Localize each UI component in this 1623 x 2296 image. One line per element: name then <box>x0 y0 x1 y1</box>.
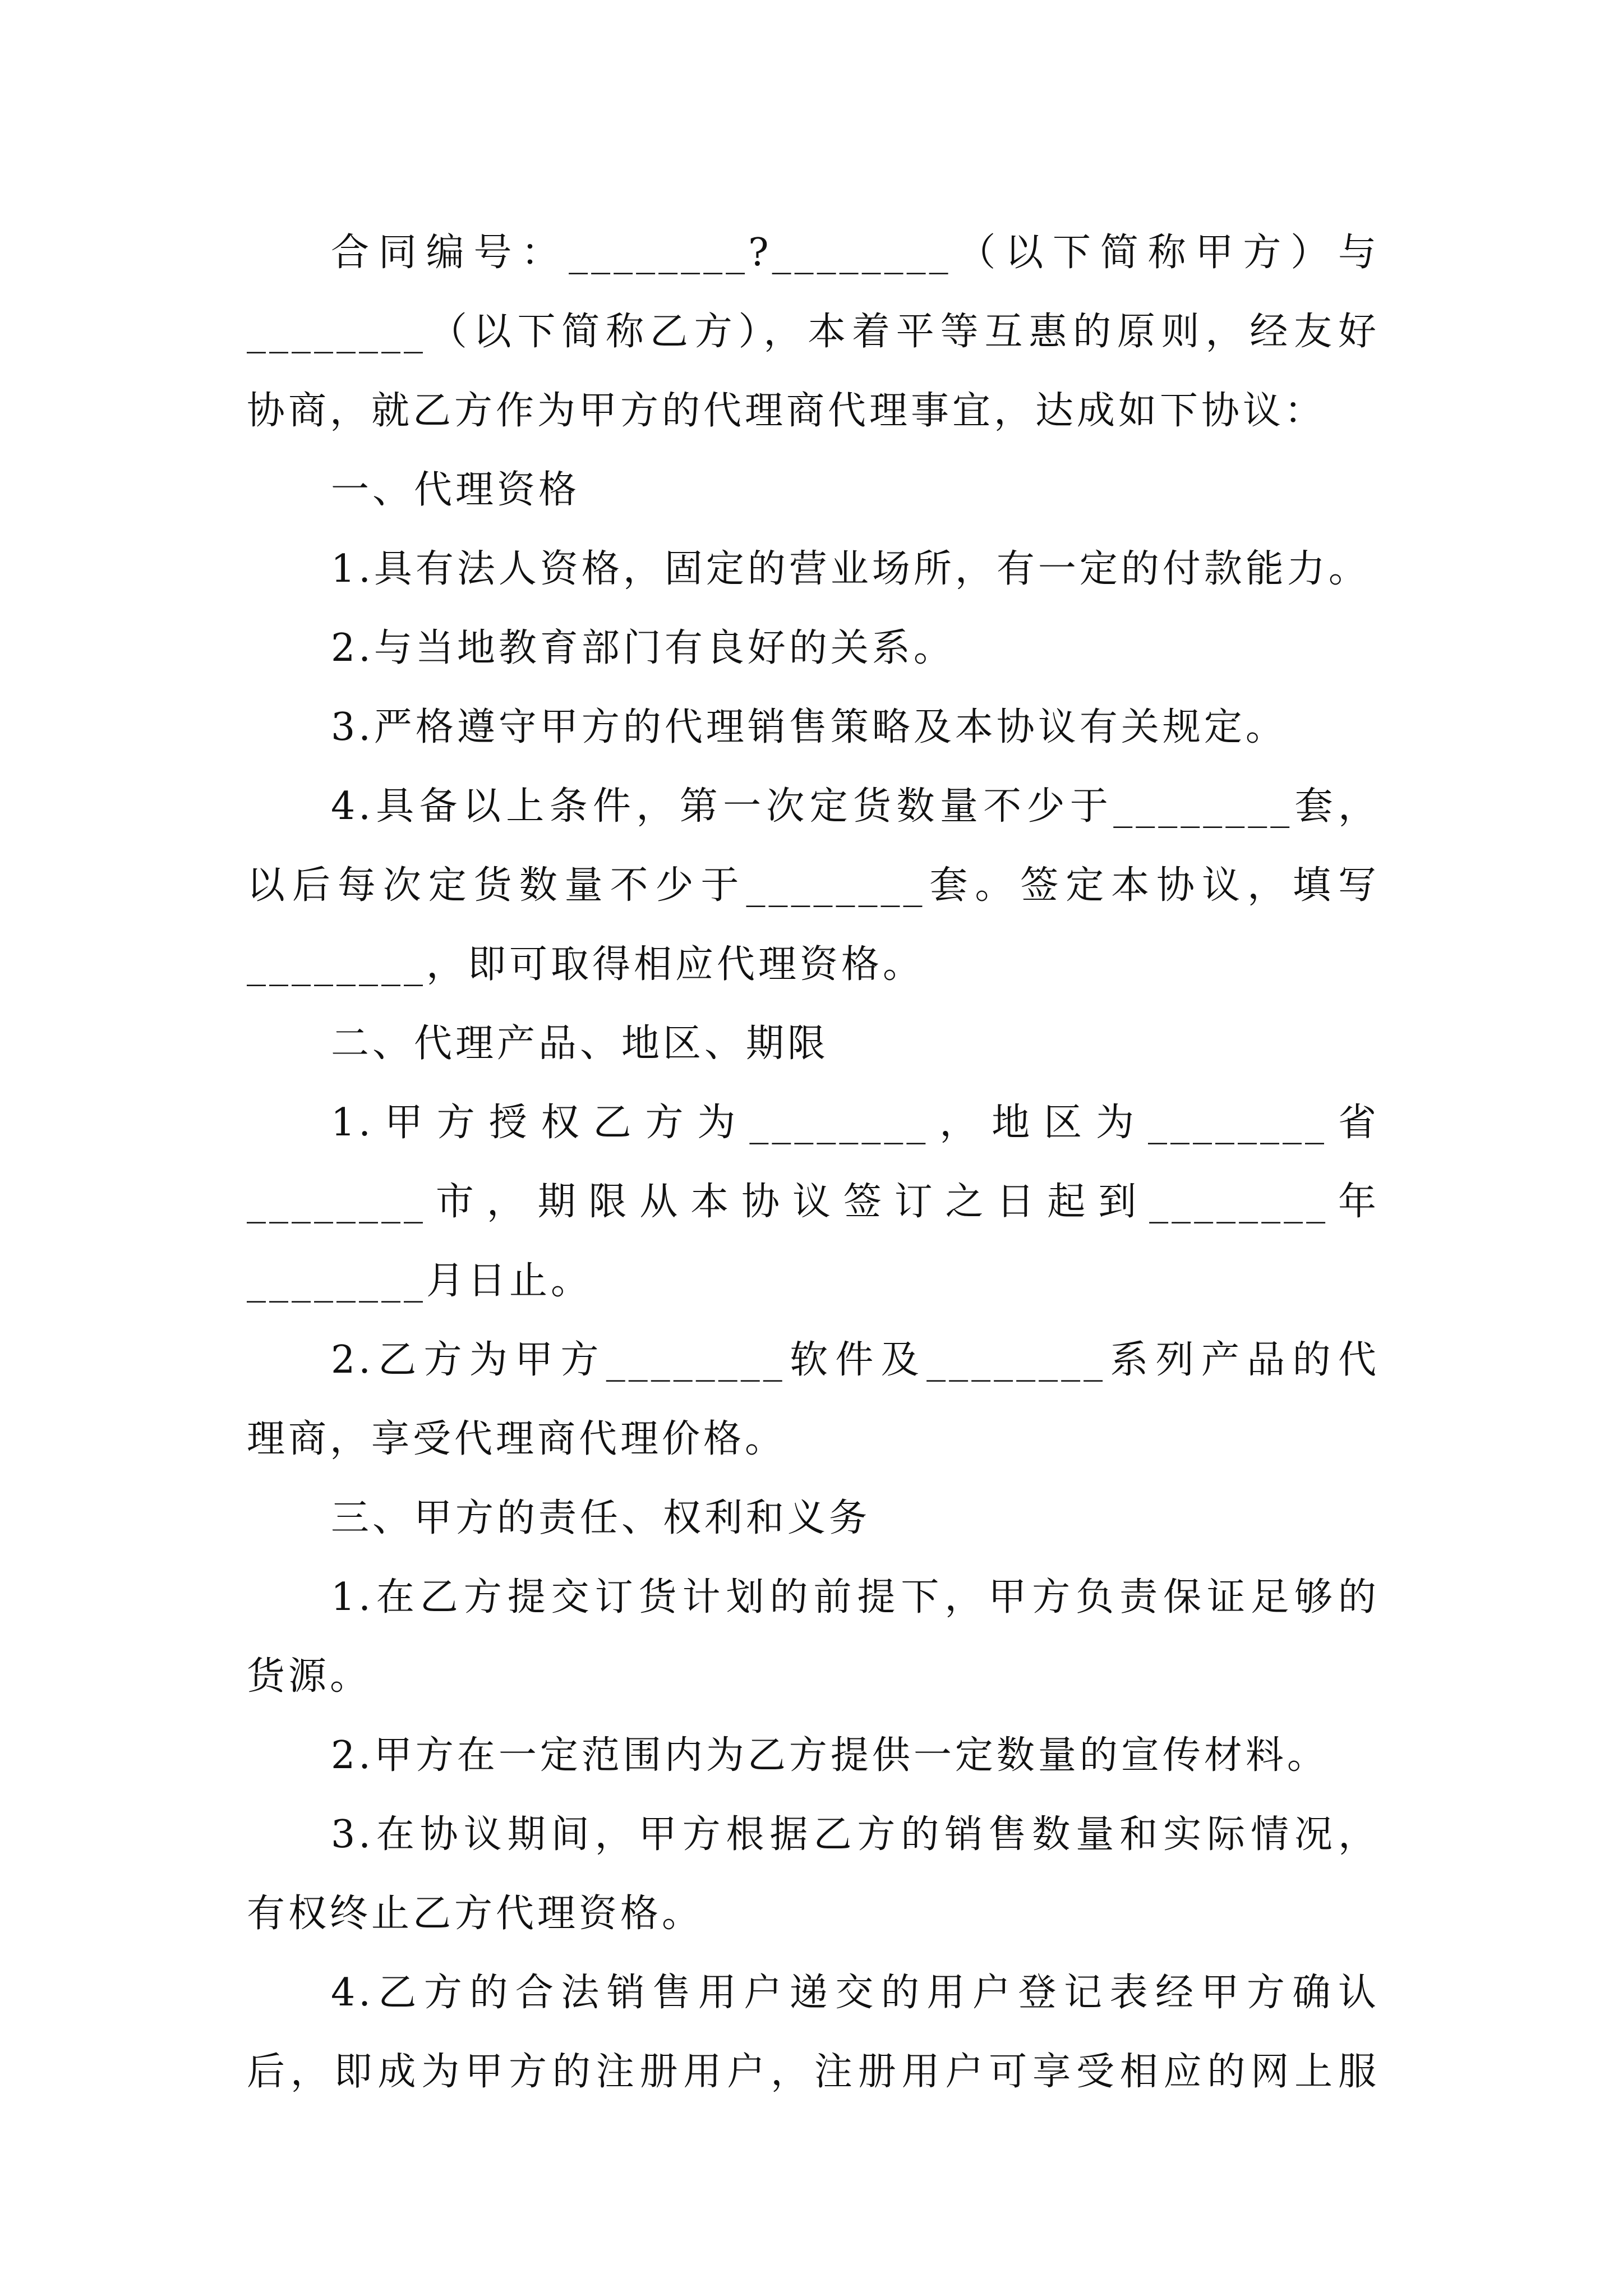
clause-3-1-line-2: 货源。 <box>247 1654 372 1699</box>
clause-3-1-line-1: 1.在乙方提交订货计划的前提下，甲方负责保证足够的 <box>331 1575 1380 1619</box>
clause-2-1-line-3: ________月日止。 <box>247 1259 593 1303</box>
clause-3-3-line-2: 有权终止乙方代理资格。 <box>247 1892 704 1936</box>
clause-3-3-line-1: 3.在协议期间，甲方根据乙方的销售数量和实际情况， <box>331 1812 1380 1857</box>
clause-1-3: 3.严格遵守甲方的代理销售策略及本协议有关规定。 <box>331 705 1287 749</box>
clause-1-4-line-3: ________，即可取得相应代理资格。 <box>247 942 925 987</box>
clause-1-4-line-1: 4.具备以上条件，第一次定货数量不少于________套， <box>331 784 1380 829</box>
clause-2-2-line-2: 理商，享受代理商代理价格。 <box>247 1417 787 1461</box>
section-heading-party-a: 三、甲方的责任、权利和义务 <box>331 1496 871 1540</box>
agreement-intro-line: 协商，就乙方作为甲方的代理商代理事宜，达成如下协议： <box>247 389 1326 433</box>
clause-1-2: 2.与当地教育部门有良好的关系。 <box>331 626 955 670</box>
section-heading-products: 二、代理产品、地区、期限 <box>331 1022 829 1066</box>
clause-3-4-line-2: 后，即成为甲方的注册用户，注册用户可享受相应的网上服 <box>247 2050 1380 2094</box>
party-b-line: ________（以下简称乙方），本着平等互惠的原则，经友好 <box>247 310 1380 354</box>
clause-2-1-line-1: 1.甲方授权乙方为________，地区为________省 <box>331 1101 1380 1145</box>
contract-body <box>247 213 1380 2111</box>
clause-2-1-line-2: ________市，期限从本协议签订之日起到________年 <box>247 1180 1380 1224</box>
clause-3-4-line-1: 4.乙方的合法销售用户递交的用户登记表经甲方确认 <box>331 1971 1380 2015</box>
clause-1-1: 1.具有法人资格，固定的营业场所，有一定的付款能力。 <box>331 547 1370 591</box>
contract-number-line: 合同编号：________?________（以下简称甲方）与 <box>331 231 1380 275</box>
clause-1-4-line-2: 以后每次定货数量不少于________套。签定本协议，填写 <box>247 863 1380 908</box>
clause-2-2-line-1: 2.乙方为甲方________软件及________系列产品的代 <box>331 1338 1380 1382</box>
clause-3-2: 2.甲方在一定范围内为乙方提供一定数量的宣传材料。 <box>331 1733 1329 1778</box>
section-heading-qualification: 一、代理资格 <box>331 468 580 512</box>
